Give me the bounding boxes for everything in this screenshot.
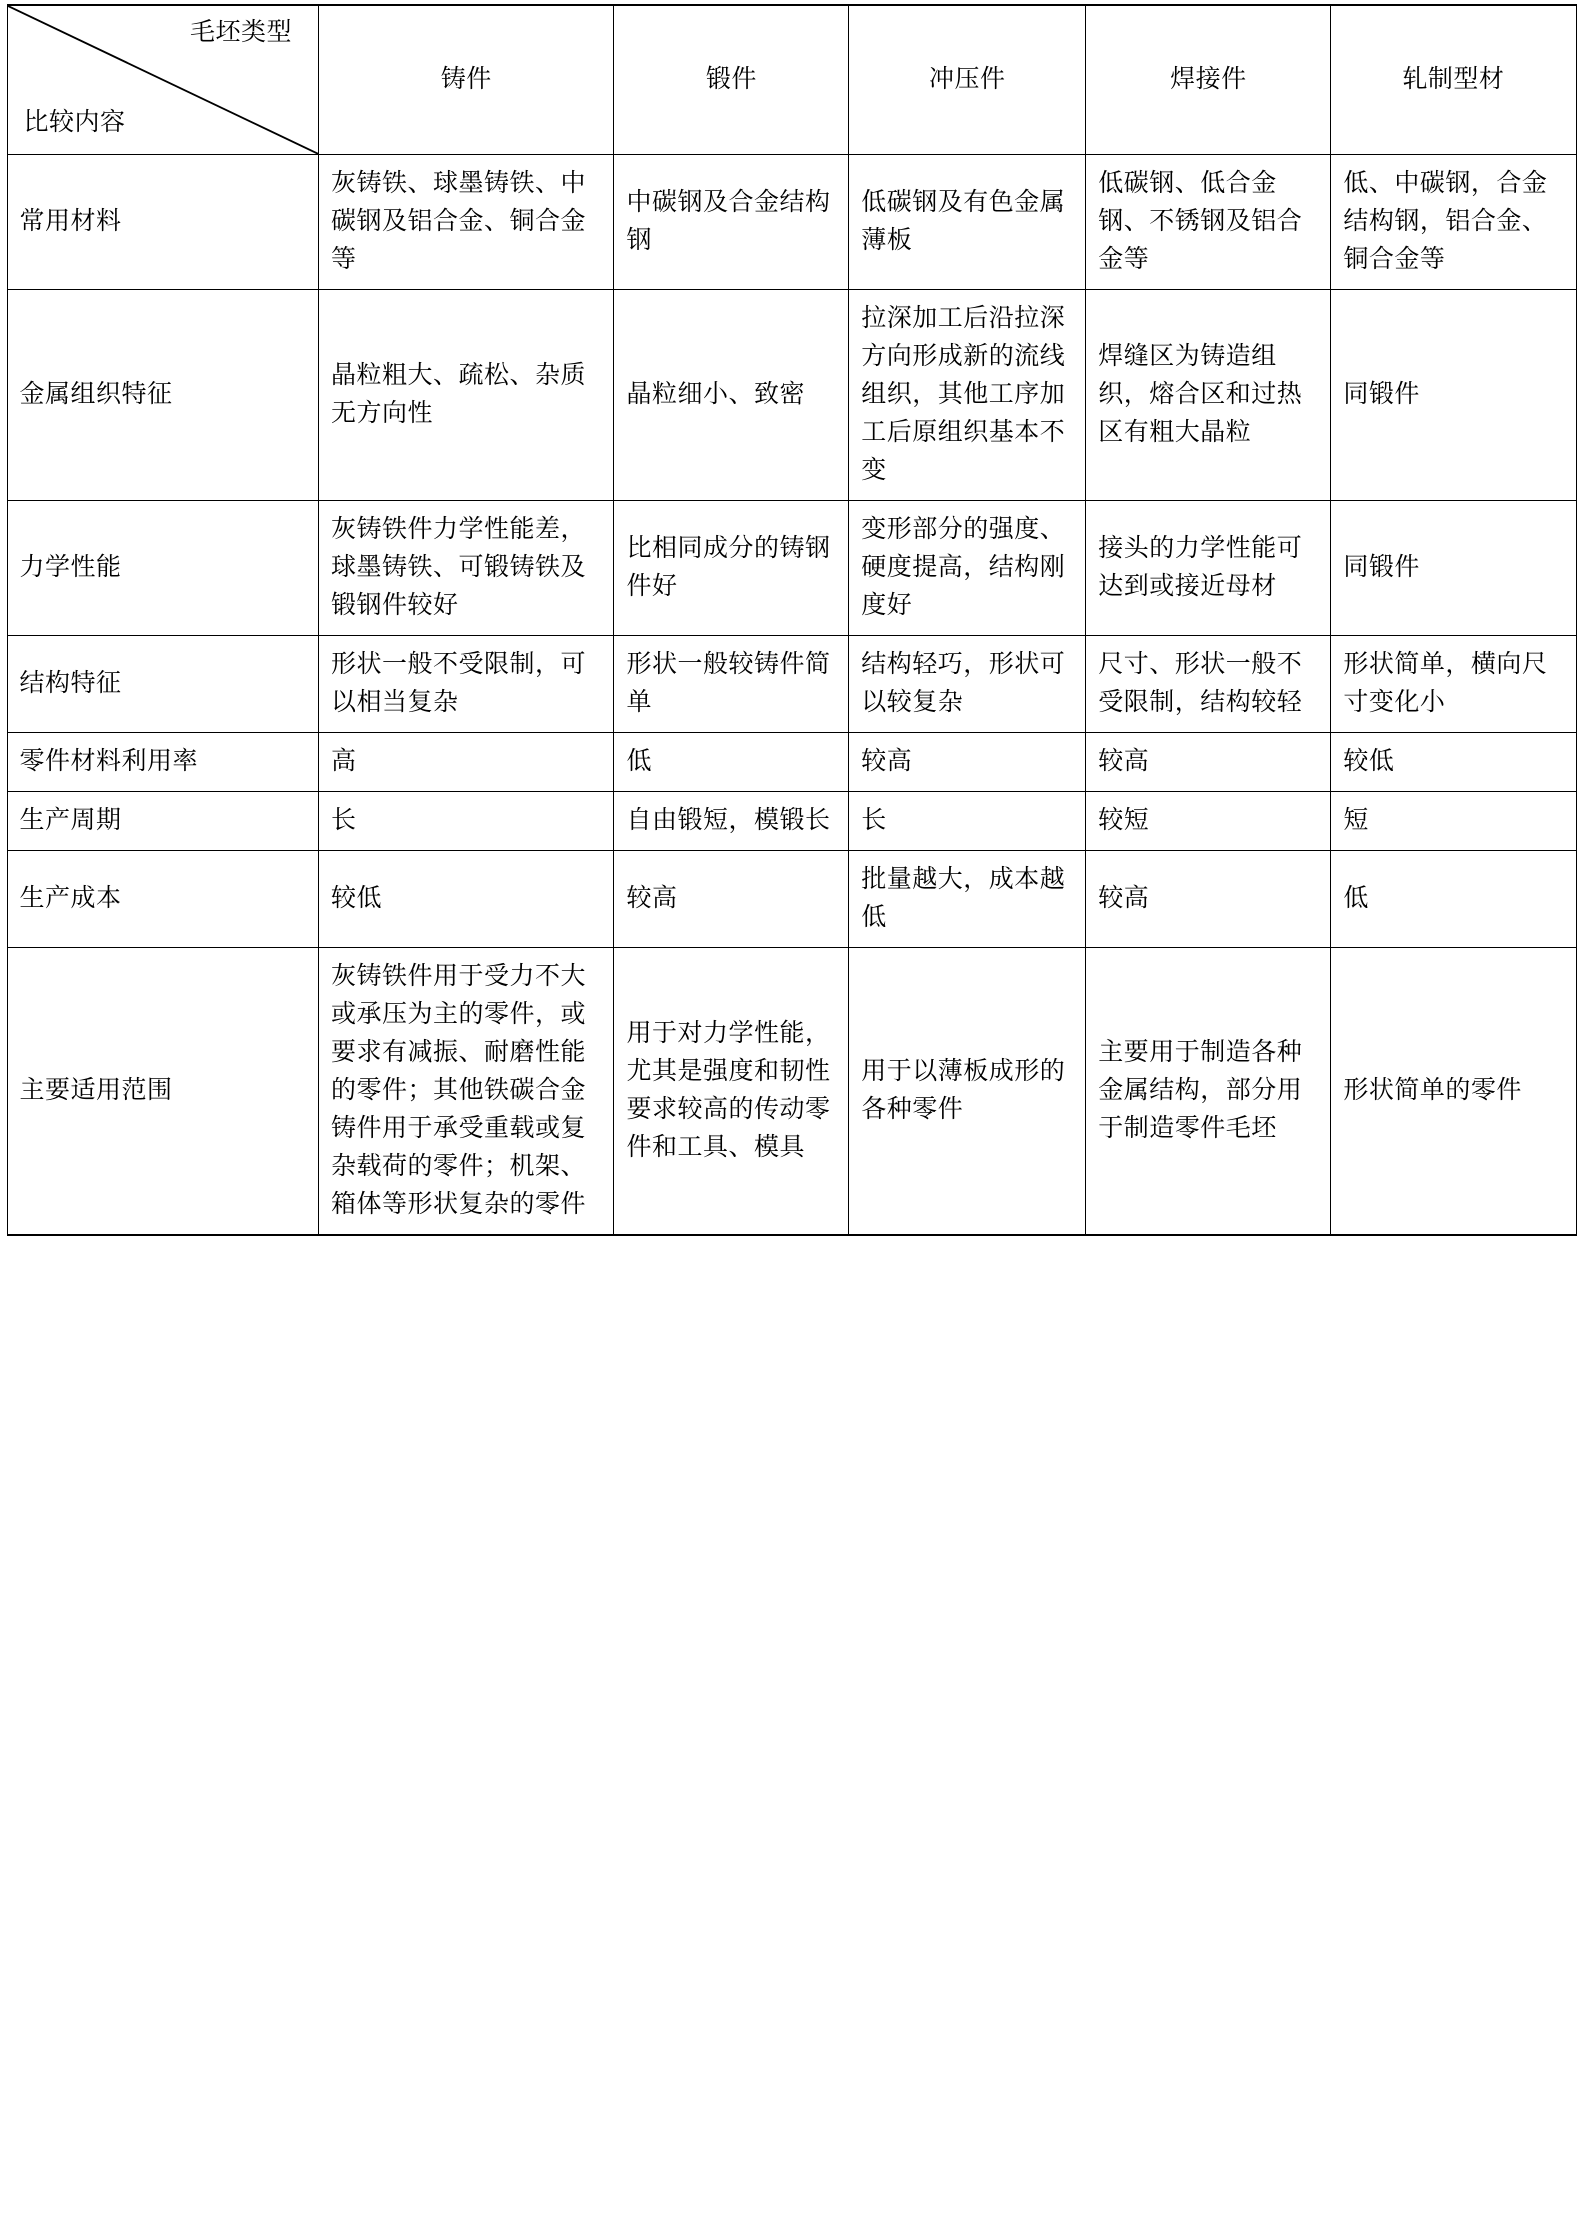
row-header-main-applications: 主要适用范围 (7, 948, 319, 1236)
corner-bottom-label: 比较内容 (23, 109, 126, 136)
cell-r7c4: 形状简单的零件 (1331, 948, 1576, 1236)
cell-r6c2: 批量越大，成本越低 (849, 851, 1086, 948)
cell-r2c0: 灰铸铁件力学性能差，球墨铸铁、可锻铸铁及锻钢件较好 (319, 501, 614, 636)
cell-r4c3: 较高 (1086, 733, 1331, 792)
column-header-casting: 铸件 (319, 5, 614, 155)
corner-header-cell (7, 5, 319, 155)
cell-r4c2: 较高 (849, 733, 1086, 792)
cell-r6c0: 较低 (319, 851, 614, 948)
cell-r7c0: 灰铸铁件用于受力不大或承压为主的零件，或要求有减振、耐磨性能的零件；其他铁碳合金铸件用于承受重载或复杂载荷的零件；机架、箱体等形状复杂的零件 (319, 948, 614, 1236)
cell-r2c1: 比相同成分的铸钢件好 (614, 501, 849, 636)
cell-r3c1: 形状一般较铸件简单 (614, 636, 849, 733)
cell-r3c2: 结构轻巧，形状可以较复杂 (849, 636, 1086, 733)
cell-r1c0: 晶粒粗大、疏松、杂质无方向性 (319, 290, 614, 501)
cell-r4c4: 较低 (1331, 733, 1576, 792)
table-row (7, 155, 1576, 290)
corner-top-label: 毛坯类型 (189, 19, 292, 46)
column-header-stamping: 冲压件 (849, 5, 1086, 155)
cell-r7c2: 用于以薄板成形的各种零件 (849, 948, 1086, 1236)
row-header-metal-structure: 金属组织特征 (7, 290, 319, 501)
cell-r3c0: 形状一般不受限制，可以相当复杂 (319, 636, 614, 733)
cell-r1c3: 焊缝区为铸造组织，熔合区和过热区有粗大晶粒 (1086, 290, 1331, 501)
table-row (7, 948, 1576, 1236)
cell-r7c3: 主要用于制造各种金属结构，部分用于制造零件毛坯 (1086, 948, 1331, 1236)
table-row (7, 636, 1576, 733)
row-header-production-cycle: 生产周期 (7, 792, 319, 851)
cell-r5c0: 长 (319, 792, 614, 851)
cell-r5c3: 较短 (1086, 792, 1331, 851)
cell-r0c0: 灰铸铁、球墨铸铁、中碳钢及铝合金、铜合金等 (319, 155, 614, 290)
cell-r2c3: 接头的力学性能可达到或接近母材 (1086, 501, 1331, 636)
column-header-rolled-section: 轧制型材 (1331, 5, 1576, 155)
row-header-common-materials: 常用材料 (7, 155, 319, 290)
table-row (7, 851, 1576, 948)
cell-r6c1: 较高 (614, 851, 849, 948)
cell-r7c1: 用于对力学性能，尤其是强度和韧性要求较高的传动零件和工具、模具 (614, 948, 849, 1236)
cell-r5c1: 自由锻短，模锻长 (614, 792, 849, 851)
cell-r1c1: 晶粒细小、致密 (614, 290, 849, 501)
table-row (7, 290, 1576, 501)
row-header-material-utilization: 零件材料利用率 (7, 733, 319, 792)
column-header-weldment: 焊接件 (1086, 5, 1331, 155)
cell-r4c0: 高 (319, 733, 614, 792)
cell-r4c1: 低 (614, 733, 849, 792)
column-header-forging: 锻件 (614, 5, 849, 155)
cell-r2c4: 同锻件 (1331, 501, 1576, 636)
cell-r0c1: 中碳钢及合金结构钢 (614, 155, 849, 290)
cell-r1c4: 同锻件 (1331, 290, 1576, 501)
cell-r0c2: 低碳钢及有色金属薄板 (849, 155, 1086, 290)
cell-r2c2: 变形部分的强度、硬度提高，结构刚度好 (849, 501, 1086, 636)
cell-r1c2: 拉深加工后沿拉深方向形成新的流线组织，其他工序加工后原组织基本不变 (849, 290, 1086, 501)
table-header-row (7, 5, 1576, 155)
cell-r6c4: 低 (1331, 851, 1576, 948)
row-header-production-cost: 生产成本 (7, 851, 319, 948)
cell-r0c4: 低、中碳钢，合金结构钢，铝合金、铜合金等 (1331, 155, 1576, 290)
cell-r5c2: 长 (849, 792, 1086, 851)
table-row (7, 733, 1576, 792)
cell-r6c3: 较高 (1086, 851, 1331, 948)
table-row (7, 792, 1576, 851)
cell-r3c4: 形状简单，横向尺寸变化小 (1331, 636, 1576, 733)
blank-type-comparison-table (7, 4, 1577, 1236)
table-row (7, 501, 1576, 636)
cell-r0c3: 低碳钢、低合金钢、不锈钢及铝合金等 (1086, 155, 1331, 290)
cell-r5c4: 短 (1331, 792, 1576, 851)
row-header-structural-features: 结构特征 (7, 636, 319, 733)
row-header-mechanical-properties: 力学性能 (7, 501, 319, 636)
cell-r3c3: 尺寸、形状一般不受限制，结构较轻 (1086, 636, 1331, 733)
